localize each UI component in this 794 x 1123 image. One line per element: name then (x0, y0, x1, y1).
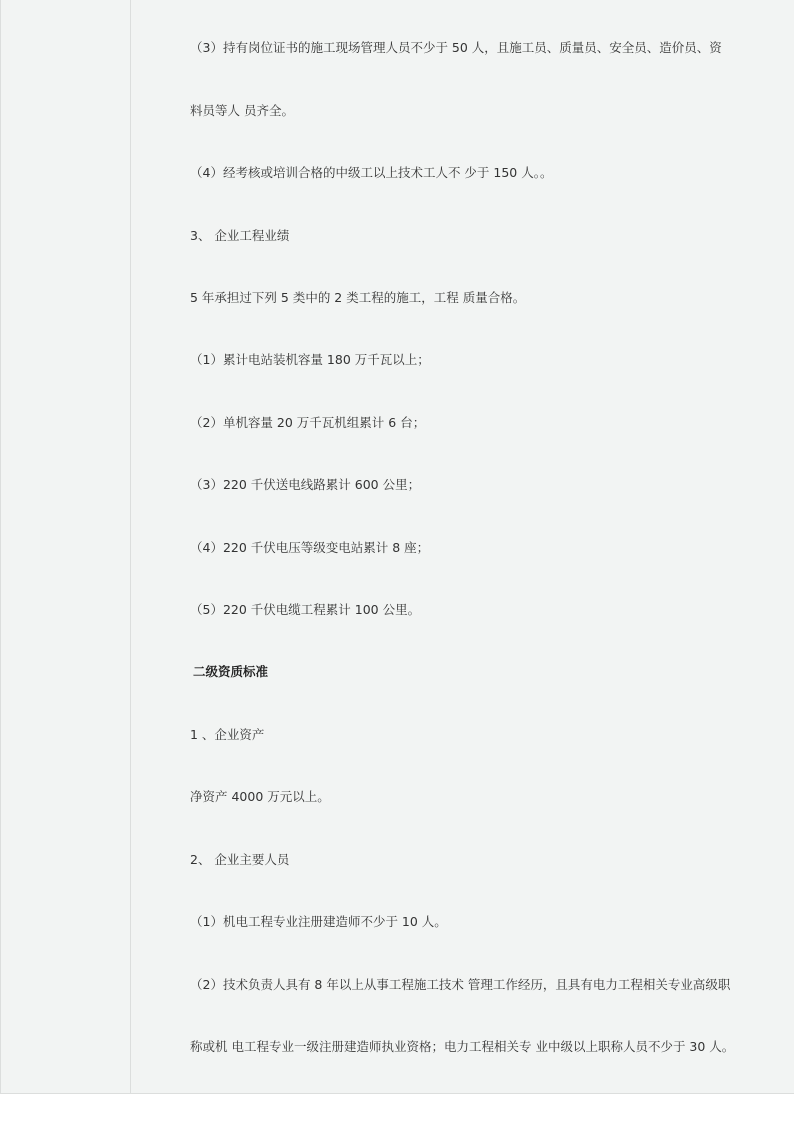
text-line: （3）持有岗位证书的施工现场管理人员不少于 50 人，且施工员、质量员、安全员、造价员、资 (190, 40, 722, 55)
text-line: （4）220 千伏电压等级变电站累计 8 座； (190, 540, 430, 555)
left-margin-column (1, 0, 131, 1094)
text-line: 料员等人 员齐全。 (190, 103, 294, 118)
qualification-heading: 二级资质标准 (193, 664, 269, 679)
text-line: （1）机电工程专业注册建造师不少于 10 人。 (190, 914, 447, 929)
document-content (190, 0, 794, 1094)
section-heading: 3、 企业工程业绩 (190, 228, 290, 243)
text-line: 5 年承担过下列 5 类中的 2 类工程的施工，工程 质量合格。 (190, 290, 526, 305)
text-line: 称或机 电工程专业一级注册建造师执业资格；电力工程相关专 业中级以上职称人员不少于 30 人。 (190, 1039, 735, 1054)
text-line: （1）累计电站装机容量 180 万千瓦以上； (190, 352, 430, 367)
section-heading: 1 、企业资产 (190, 727, 265, 742)
text-line: 净资产 4000 万元以上。 (190, 789, 330, 804)
section-heading: 2、 企业主要人员 (190, 852, 290, 867)
text-line: （2）技术负责人具有 8 年以上从事工程施工技术 管理工作经历，且具有电力工程相关专业高级职 (190, 977, 731, 992)
text-line: （4）经考核或培训合格的中级工以上技术工人不 少于 150 人。。 (190, 165, 553, 180)
text-line: （2）单机容量 20 万千瓦机组累计 6 台； (190, 415, 426, 430)
text-line: （5）220 千伏电缆工程累计 100 公里。 (190, 602, 421, 617)
text-line: （3）220 千伏送电线路累计 600 公里； (190, 477, 421, 492)
